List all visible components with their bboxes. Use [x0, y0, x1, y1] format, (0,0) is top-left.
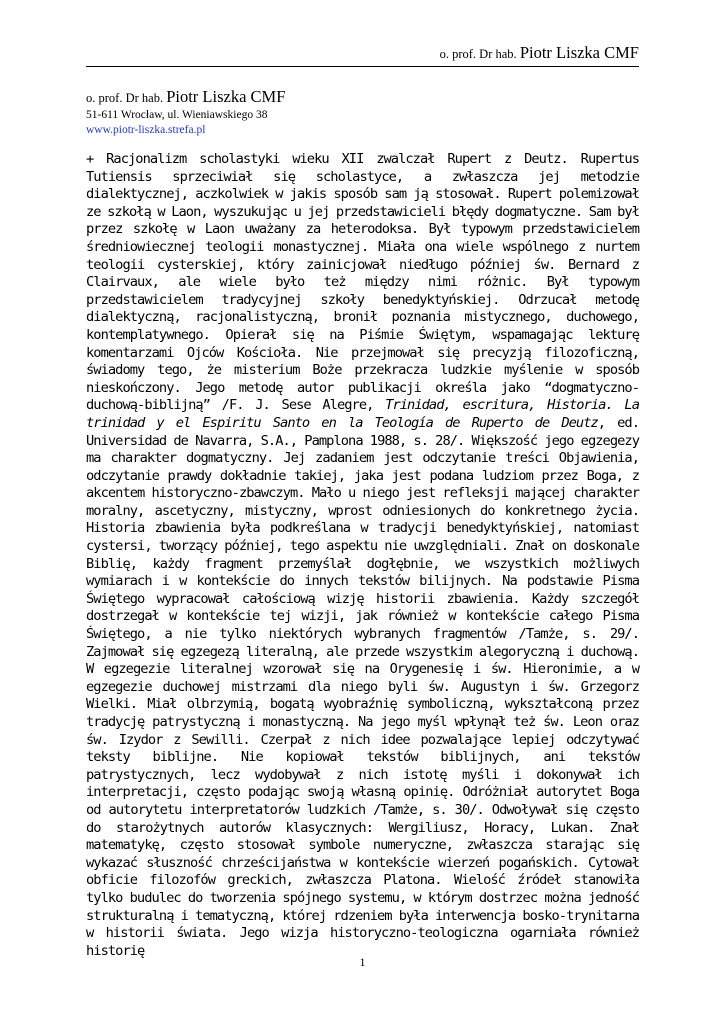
running-header — [440, 43, 639, 63]
body-text-part-2: , ed. Universidad de Navarra, S.A., Pamplona 1988, s. 28/. Większość jego egzegezy ma charakter dogmatyczny. Jej zadaniem jest odczytanie treści Objawienia, odczytanie prawdy dokładnie takiej, jaka jest podana ludziom przez Boga, z akcentem historyczno-zbawczym. Mało u niego jest refleksji mającej charakter moralny, ascetyczny, mistyczny, wprost odniesionych do konkretnego życia. Historia zbawienia była podkreślana w tradycji benedyktyńskiej, natomiast cystersi, tworzący później, tego aspektu nie uwzględniali. Znał on doskonale Biblię, każdy fragment przemyślał dogłębnie, we wszystkich możliwych wymiarach i w kontekście do innych tekstów bilijnych. Na podstawie Pisma Świętego wypracował całościową wizję historii zbawienia. Każdy szczegół dostrzegał w kontekście tej wizji, jak również w kontekście całego Pisma Świętego, a nie tylko niektórych wybranych fragmentów /Tamże, s. 29/. Zajmował się egzegezą literalną, ale przede wszystkim alegoryczną i duchową. W egzegezie literalnej wzorował się na Orygenesię i św. Hieronimie, a w egzegezie duchowej mistrzami dla niego byli św. Augustyn i św. Grzegorz Wielki. Miał olbrzymią, bogatą wyobraźnię symboliczną, wykształconą przez tradycję patrystyczną i monastyczną. Na jego myśl wpłynął też św. Leon oraz św. Izydor z Sewilli. Czerpał z nich idee pozwalające lepiej odczytywać teksty biblijne. Nie kopiował tekstów biblijnych, ani tekstów patrystycznych, lecz wydobywał z nich istotę myśli i dokonywał ich interpretacji, często podając swoją własną opinię. Odróżniał autorytet Boga od autorytetu interpretatorów ludzkich /Tamże, s. 30/. Odwoływał się często do starożytnych autorów klasycznych: Wergiliusz, Horacy, Lukan. Znał matematykę, często stosował symbole numeryczne, zwłaszcza starając się wykazać słuszność chrześcijaństwa w kontekście wierzeń pogańskich. Cytował obficie filozofów greckich, zwłaszcza Platona. Wielość źródeł stanowiła tylko budulec do tworzenia spójnego systemu, w którym dostrzec można jedność strukturalną i tematyczną, której rdzeniem była interwencja bosko-trynitarna w historii świata. Jego wizja historyczno-teologiczna ogarniała również historię — [86, 414, 640, 959]
author-website-link[interactable]: www.piotr-liszka.strefa.pl — [86, 124, 206, 136]
author-name: Piotr Liszka CMF — [166, 87, 286, 106]
author-line — [86, 87, 285, 108]
body-paragraph — [86, 151, 639, 960]
body-text — [86, 151, 639, 960]
page-number: 1 — [359, 955, 366, 969]
author-block — [86, 87, 285, 137]
author-address: 51-611 Wrocław, ul. Wieniawskiego 38 — [86, 109, 268, 121]
author-prefix: o. prof. Dr hab. — [86, 91, 164, 105]
header-divider — [86, 66, 639, 67]
book-title: Trinidad, escritura, Historia. La trinidad y el Espiritu Santo en la Teología de Ruperto de Deutz — [86, 397, 640, 431]
running-header-name: Piotr Liszka CMF — [519, 43, 639, 62]
body-text-part-1: + Racjonalizm scholastyki wieku XII zwalczał Rupert z Deutz. Rupertus Tutiensis sprzeciwiał się scholastyce, a zwłaszcza jej metodzie dialektycznej, aczkolwiek w jakis sposób sam ją stosował. Rupert polemizował ze szkołą w Laon, wyszukując u jej przedstawicieli błędy dogmatyczne. Sam był przez szkołę w Laon uważany za heterodoksa. Był typowym przedstawicielem średniowiecznej teologii monastycznej. Miała ona wiele wspólnego z nurtem teologii cysterskiej, który zainicjował niedługo później św. Bernard z Clairvaux, ale wiele było też między nimi różnic. Był typowym przedstawicielem tradycyjnej szkoły benedyktyńskiej. Odrzucał metodę dialektyczną, racjonalistyczną, bronił poznania mistycznego, duchowego, kontemplatywnego. Opierał się na Piśmie Świętym, wspamagając lekturę komentarzami Ojców Kościoła. Nie przejmował się precyzją filozoficzną, świadomy tego, że misterium Boże przekracza ludzkie myślenie w sposób nieskończony. Jego metodę autor publikacji określa jako “dogmatyczno-duchową-biblijną” /F. J. Sese Alegre, — [86, 151, 639, 414]
running-header-prefix: o. prof. Dr hab. — [439, 47, 517, 61]
